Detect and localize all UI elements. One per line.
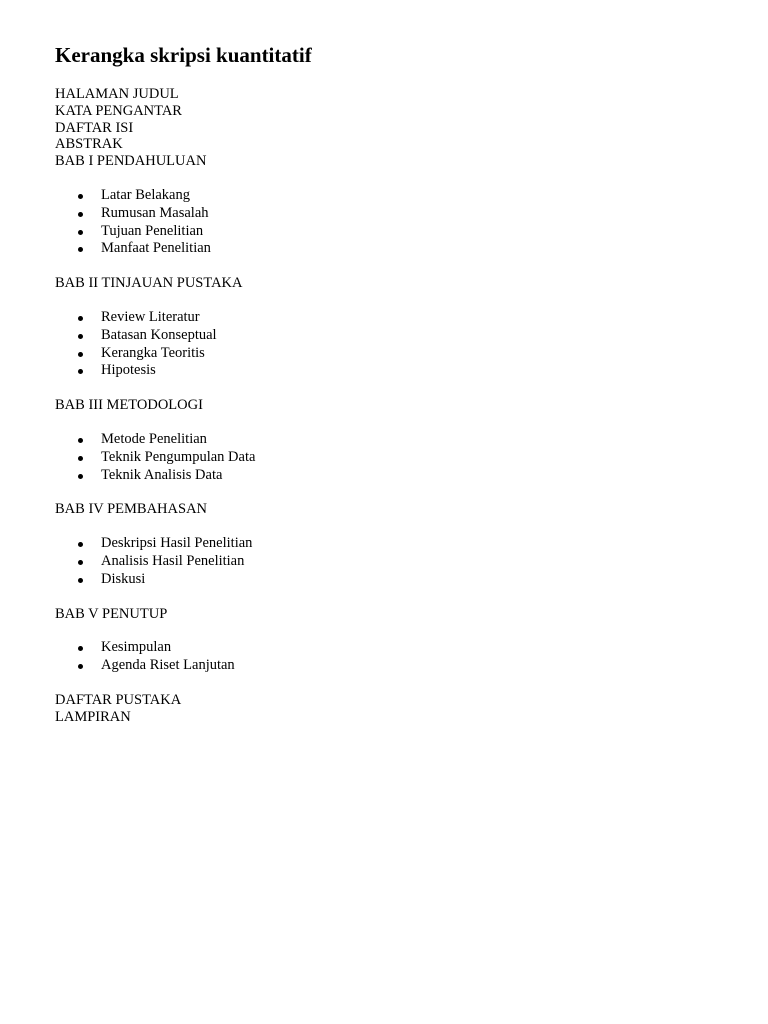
chapter-heading: BAB I PENDAHULUAN [55,153,207,170]
list-item: Metode Penelitian [55,431,735,449]
list-item: Hipotesis [55,362,735,380]
chapter-subsection-list [55,639,735,675]
list-item: Latar Belakang [55,187,735,205]
list-item: Kerangka Teoritis [55,345,735,363]
document-title: Kerangka skripsi kuantitatif [55,43,312,67]
front-matter-item: HALAMAN JUDUL [55,86,179,102]
list-item: Kesimpulan [55,639,735,657]
list-item: Analisis Hasil Penelitian [55,553,735,571]
chapter-subsection-list [55,187,735,258]
back-matter [55,692,735,726]
chapter-section [55,275,735,380]
back-matter-item: LAMPIRAN [55,708,131,725]
chapter-heading: BAB V PENUTUP [55,605,168,622]
chapter-section [55,397,735,484]
list-item: Teknik Pengumpulan Data [55,449,735,467]
front-matter-item: KATA PENGANTAR [55,102,182,119]
list-item: Agenda Riset Lanjutan [55,657,735,675]
list-item: Review Literatur [55,309,735,327]
list-item: Rumusan Masalah [55,205,735,223]
chapter-section [55,153,735,258]
chapter-subsection-list [55,535,735,588]
chapter-section [55,606,735,675]
chapter-section [55,501,735,588]
chapter-heading: BAB IV PEMBAHASAN [55,501,208,518]
list-item: Diskusi [55,571,735,589]
front-matter-item: ABSTRAK [55,136,123,153]
chapter-subsection-list [55,309,735,380]
list-item: Manfaat Penelitian [55,240,735,258]
list-item: Deskripsi Hasil Penelitian [55,535,735,553]
front-matter-item: DAFTAR ISI [55,119,134,136]
front-matter [55,86,735,153]
list-item: Batasan Konseptual [55,327,735,345]
list-item: Teknik Analisis Data [55,467,735,485]
chapter-heading: BAB II TINJAUAN PUSTAKA [55,275,243,292]
list-item: Tujuan Penelitian [55,223,735,241]
chapter-heading: BAB III METODOLOGI [55,397,203,414]
chapter-subsection-list [55,431,735,484]
back-matter-item: DAFTAR PUSTAKA [55,691,182,708]
document-page [55,40,735,726]
